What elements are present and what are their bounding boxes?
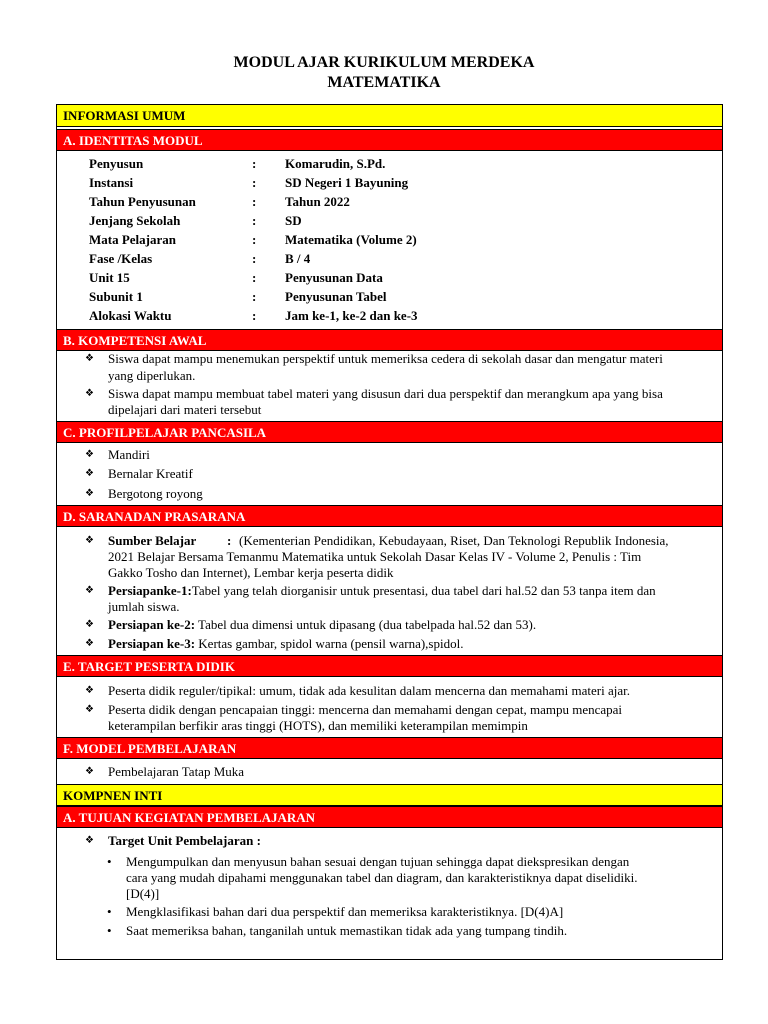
section-profil-pelajar: C. PROFILPELAJAR PANCASILA — [57, 421, 722, 443]
diamond-bullet-icon: ❖ — [85, 468, 94, 479]
identitas-colon: : — [252, 270, 257, 285]
kompetensi-line: dipelajari dari materi tersebut — [108, 402, 262, 417]
document-subtitle: MATEMATIKA — [327, 74, 441, 91]
kompetensi-line: Siswa dapat mampu menemukan perspektif untuk memeriksa cedera di sekolah dasar dan mengatur materi — [108, 351, 663, 366]
identitas-colon: : — [252, 194, 257, 209]
sarana-label: Sumber Belajar — [108, 533, 197, 548]
section-sarana-prasarana: D. SARANADAN PRASARANA — [57, 505, 722, 527]
identitas-colon: : — [252, 251, 257, 266]
sarana-line: jumlah siswa. — [108, 599, 180, 614]
identitas-label: Fase /Kelas — [89, 251, 153, 266]
diamond-bullet-icon: ❖ — [85, 353, 94, 364]
tujuan-line: Saat memeriksa bahan, tanganilah untuk memastikan tidak ada yang tumpang tindih. — [126, 923, 568, 938]
sarana-line: Gakko Tosho dan Internet), Lembar kerja peserta didik — [108, 565, 394, 580]
identitas-value: Penyusunan Tabel — [285, 289, 387, 304]
profil-item: Bernalar Kreatif — [108, 466, 193, 481]
identitas-value: Matematika (Volume 2) — [285, 232, 417, 247]
identitas-label: Mata Pelajaran — [89, 232, 177, 247]
identitas-colon: : — [252, 175, 257, 190]
identitas-label: Subunit 1 — [89, 289, 143, 304]
identitas-label: Instansi — [89, 175, 134, 190]
section-komponen-inti: KOMPNEN INTI — [57, 784, 722, 806]
identitas-colon: : — [252, 213, 257, 228]
kompetensi-line: yang diperlukan. — [108, 368, 196, 383]
diamond-bullet-icon: ❖ — [85, 388, 94, 399]
round-bullet-icon: • — [107, 923, 112, 938]
identitas-label: Alokasi Waktu — [89, 308, 172, 323]
identitas-label: Jenjang Sekolah — [89, 213, 181, 228]
identitas-value: Komarudin, S.Pd. — [285, 156, 386, 171]
identitas-value: Tahun 2022 — [285, 194, 350, 209]
target-line: Peserta didik dengan pencapaian tinggi: mencerna dan memahami dengan cepat, mampu mencapai — [108, 702, 623, 717]
sarana-line: Persiapanke-1:Tabel yang telah diorganisir untuk presentasi, dua tabel dari hal.52 dan 53 tanpa item dan — [108, 583, 656, 598]
identitas-label: Penyusun — [89, 156, 144, 171]
identitas-value: Penyusunan Data — [285, 270, 383, 285]
identitas-colon: : — [252, 232, 257, 247]
identitas-label: Tahun Penyusunan — [89, 194, 196, 209]
diamond-bullet-icon: ❖ — [85, 488, 94, 499]
document-title: MODUL AJAR KURIKULUM MERDEKA — [233, 54, 535, 71]
model-item: Pembelajaran Tatap Muka — [108, 764, 245, 779]
section-target-peserta: E. TARGET PESERTA DIDIK — [57, 655, 722, 677]
profil-item: Mandiri — [108, 447, 150, 462]
sarana-colon: : — [227, 533, 232, 548]
module-frame — [56, 104, 723, 960]
diamond-bullet-icon: ❖ — [85, 704, 94, 715]
sarana-line: Persiapan ke-3: Kertas gambar, spidol warna (pensil warna),spidol. — [108, 636, 464, 651]
sarana-line: (Kementerian Pendidikan, Kebudayaan, Riset, Dan Teknologi Republik Indonesia, — [239, 533, 669, 548]
diamond-bullet-icon: ❖ — [85, 449, 94, 460]
tujuan-line: Mengklasifikasi bahan dari dua perspektif dan memeriksa karakteristiknya. [D(4)A] — [126, 904, 564, 919]
tujuan-line: [D(4)] — [126, 886, 160, 901]
round-bullet-icon: • — [107, 854, 112, 869]
section-informasi-umum: INFORMASI UMUM — [57, 105, 722, 127]
tujuan-heading: Target Unit Pembelajaran : — [108, 833, 261, 848]
sarana-line: 2021 Belajar Bersama Temanmu Matematika untuk Sekolah Dasar Kelas IV - Volume 2, Penulis : Tim — [108, 549, 642, 564]
identitas-value: B / 4 — [285, 251, 311, 266]
diamond-bullet-icon: ❖ — [85, 619, 94, 630]
target-line: keterampilan berfikir aras tinggi (HOTS), dan memiliki keterampilan memimpin — [108, 718, 528, 733]
round-bullet-icon: • — [107, 904, 112, 919]
diamond-bullet-icon: ❖ — [85, 835, 94, 846]
kompetensi-line: Siswa dapat mampu membuat tabel materi yang disusun dari dua perspektif dan merangkum apa yang bisa — [108, 386, 663, 401]
diamond-bullet-icon: ❖ — [85, 638, 94, 649]
section-identitas-modul: A. IDENTITAS MODUL — [57, 129, 722, 151]
diamond-bullet-icon: ❖ — [85, 535, 94, 546]
profil-item: Bergotong royong — [108, 486, 203, 501]
identitas-value: Jam ke-1, ke-2 dan ke-3 — [285, 308, 418, 323]
target-line: Peserta didik reguler/tipikal: umum, tidak ada kesulitan dalam mencerna dan memahami materi ajar. — [108, 683, 630, 698]
section-kompetensi-awal: B. KOMPETENSI AWAL — [57, 329, 722, 351]
tujuan-line: cara yang mudah dipahami menggunakan tabel dan diagram, dan karakteristiknya dapat diselidiki. — [126, 870, 638, 885]
identitas-value: SD Negeri 1 Bayuning — [285, 175, 409, 190]
sarana-line: Persiapan ke-2: Tabel dua dimensi untuk dipasang (dua tabelpada hal.52 dan 53). — [108, 617, 537, 632]
identitas-colon: : — [252, 308, 257, 323]
diamond-bullet-icon: ❖ — [85, 585, 94, 596]
identitas-colon: : — [252, 289, 257, 304]
diamond-bullet-icon: ❖ — [85, 685, 94, 696]
identitas-label: Unit 15 — [89, 270, 130, 285]
identitas-colon: : — [252, 156, 257, 171]
section-tujuan-kegiatan: A. TUJUAN KEGIATAN PEMBELAJARAN — [57, 806, 722, 828]
tujuan-line: Mengumpulkan dan menyusun bahan sesuai dengan tujuan sehingga dapat diekspresikan dengan — [126, 854, 630, 869]
diamond-bullet-icon: ❖ — [85, 766, 94, 777]
identitas-value: SD — [285, 213, 302, 228]
section-model-pembelajaran: F. MODEL PEMBELAJARAN — [57, 737, 722, 759]
